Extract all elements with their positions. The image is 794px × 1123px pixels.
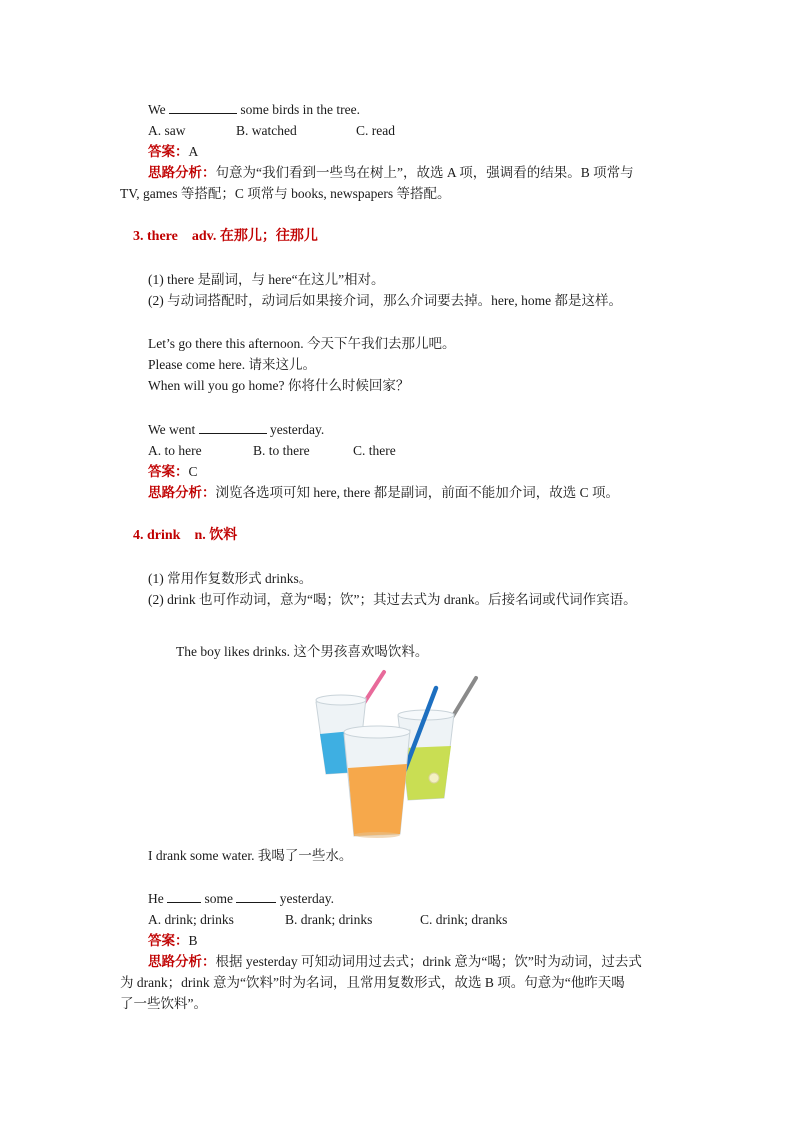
q1-option-b: B. watched: [236, 123, 297, 138]
q3-answer: [148, 932, 198, 950]
q3-stem: [148, 890, 334, 908]
q1-answer-value: A: [188, 144, 199, 159]
section3-example3: When will you go home? 你将什么时候回家？: [148, 378, 410, 393]
q2-stem-end: yesterday.: [270, 422, 325, 437]
q1-answer: [148, 143, 198, 161]
q3-analysis-label: 思路分析：: [148, 954, 216, 969]
q3-analysis-text1: 根据 yesterday 可知动词用过去式；drink 意为“喝；饮”时为动词，过去式: [215, 954, 642, 969]
q3-stem-start: He: [148, 891, 164, 906]
q1-analysis-label: 思路分析：: [148, 165, 216, 180]
q2-option-a: A. to here: [148, 443, 202, 458]
q3-option-c: C. drink; dranks: [420, 912, 508, 927]
q2-stem: [148, 421, 324, 439]
q1-stem-end: some birds in the tree.: [240, 102, 361, 117]
q3-analysis-line3: 了一些饮料”。: [120, 996, 207, 1011]
q2-option-b: B. to there: [253, 443, 310, 458]
q1-stem-start: We: [148, 102, 166, 117]
q3-option-b: B. drank; drinks: [285, 912, 373, 927]
q2-answer-value: C: [188, 464, 198, 479]
orange-drink: [348, 764, 407, 836]
q1-option-a: A. saw: [148, 123, 186, 138]
q1-answer-label: 答案：: [148, 144, 189, 159]
q1-options: [148, 122, 395, 140]
section3-example2: Please come here. 请来这儿。: [148, 357, 316, 372]
q3-options: [148, 911, 507, 929]
drinks-illustration: [306, 664, 486, 840]
q2-analysis-label: 思路分析：: [148, 485, 216, 500]
q3-analysis-line2: 为 drank；drink 意为“饮料”时为名词，且常用复数形式，故选 B 项。句意为“他昨天喝: [120, 975, 625, 990]
q2-options: [148, 442, 396, 460]
section4-note1: (1) 常用作复数形式 drinks。: [148, 571, 313, 586]
q2-analysis-text: 浏览各选项可知 here, there 都是副词，前面不能加介词，故选 C 项。: [215, 485, 619, 500]
q2-option-c: C. there: [353, 443, 396, 458]
section4-note2: (2) drink 也可作动词，意为“喝；饮”；其过去式为 drank。后接名词或代词作宾语。: [148, 592, 637, 607]
q3-blank2: [236, 890, 276, 903]
lemon-slice: [429, 773, 439, 783]
q1-analysis-line1: [148, 164, 634, 182]
q3-option-a: A. drink; drinks: [148, 912, 234, 927]
q1-blank: [169, 101, 237, 114]
q2-answer: [148, 463, 198, 481]
q2-analysis: [148, 484, 619, 502]
q3-analysis-line1: [148, 953, 642, 971]
section3-note2: (2) 与动词搭配时，动词后如果接介词，那么介词要去掉。here, home 都是这样。: [148, 293, 622, 308]
q3-answer-label: 答案：: [148, 933, 189, 948]
q1-analysis-line2: TV, games 等搭配；C 项常与 books, newspapers 等搭配。: [120, 186, 451, 201]
q3-answer-value: B: [188, 933, 198, 948]
glasses-icon: [306, 664, 486, 840]
section4-example2: I drank some water. 我喝了一些水。: [148, 848, 353, 863]
q2-stem-start: We went: [148, 422, 196, 437]
q3-stem-mid: some: [204, 891, 233, 906]
q1-stem: [148, 101, 360, 119]
section3-note1: (1) there 是副词，与 here“在这儿”相对。: [148, 272, 385, 287]
q1-option-c: C. read: [356, 123, 395, 138]
section4-example1: The boy likes drinks. 这个男孩喜欢喝饮料。: [176, 644, 429, 659]
q3-blank1: [167, 890, 201, 903]
section4-heading: 4. drink n. 饮料: [133, 528, 238, 543]
q2-blank: [199, 421, 267, 434]
q1-analysis-text1: 句意为“我们看到一些鸟在树上”，故选 A 项，强调看的结果。B 项常与: [215, 165, 634, 180]
q3-stem-end: yesterday.: [279, 891, 334, 906]
section3-heading: 3. there adv. 在那儿；往那儿: [133, 229, 318, 244]
q2-answer-label: 答案：: [148, 464, 189, 479]
section3-example1: Let’s go there this afternoon. 今天下午我们去那儿吧。: [148, 336, 456, 351]
